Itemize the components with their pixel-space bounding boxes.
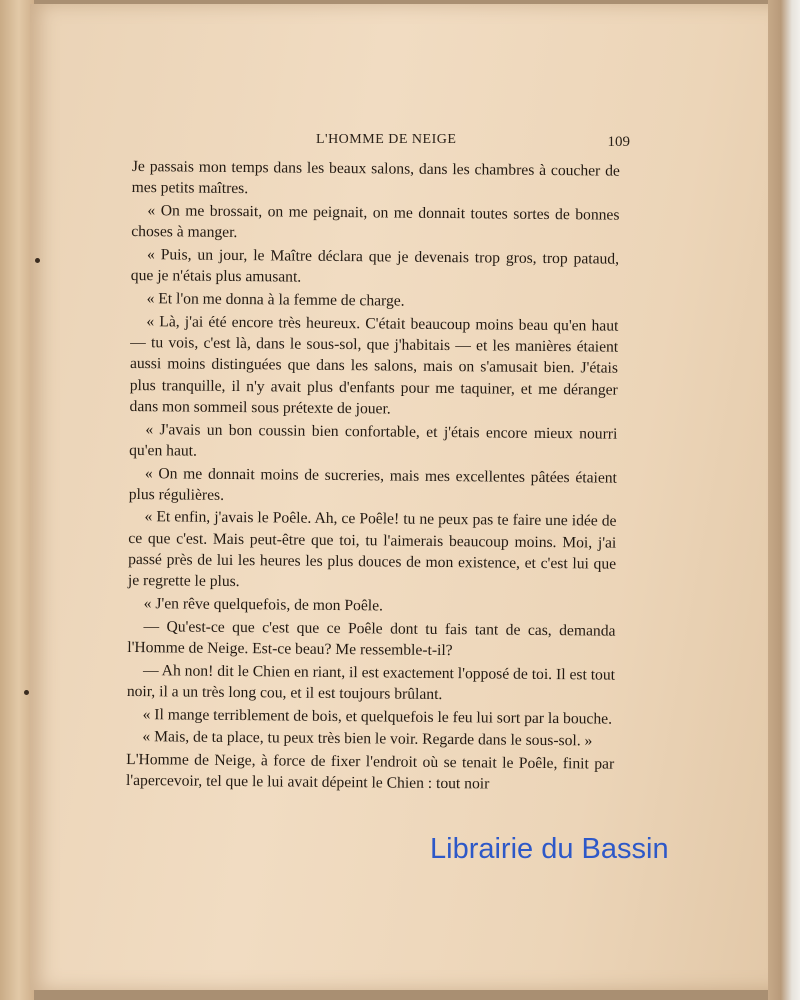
paragraph: « J'en rêve quelquefois, de mon Poêle. <box>143 595 384 615</box>
watermark: Librairie du Bassin <box>430 833 669 865</box>
paragraph: « Puis, un jour, le Maître déclara que je devenais trop gros, trop pataud, que je n'étais plus amusant. <box>130 246 620 286</box>
paragraph: « On me donnait moins de sucreries, mais mes excellentes pâtées étaient plus régulières. <box>128 464 618 504</box>
page-edges <box>768 0 800 1000</box>
paragraph: « J'avais un bon coussin bien confortable, et j'étais encore mieux nourri qu'en haut. <box>129 420 618 460</box>
body-text <box>126 156 620 798</box>
paragraph: — Qu'est-ce que c'est que ce Poêle dont tu fais tant de cas, demanda l'Homme de Neige. Est-ce beau? Me ressemble-t-il? <box>127 617 616 660</box>
paragraph: « Et enfin, j'avais le Poêle. Ah, ce Poêle! tu ne peux pas te faire une idée de ce que c'est. Mais peut-être que toi, tu l'aimerais beaucoup moins. Moi, j'ai passé près de lui les heures les plus douces de mon existence, et c'est lui que je regrette le plus. <box>127 508 617 591</box>
page-number: 109 <box>607 134 630 150</box>
paragraph: « Mais, de ta place, tu peux très bien le voir. Regarde dans le sous-sol. » <box>142 728 593 750</box>
paragraph: Je passais mon temps dans les beaux salons, dans les chambres à coucher de mes petits maîtres. <box>131 157 620 198</box>
paragraph: « Il mange terriblement de bois, et quelquefois le feu lui sort par la bouche. <box>142 705 613 728</box>
paragraph: « Là, j'ai été encore très heureux. C'était beaucoup moins beau qu'en haut — tu vois, c'est là, dans le sous-sol, que j'habitais — et les manières étaient aussi moins distinguées que dans les salons, mais on s'amusait bien. J'étais plus tranquille, il n'y avait plus d'enfants pour me taquiner, et me déranger dans mon sommeil sous prétexte de jouer. <box>129 312 619 418</box>
margin-mark <box>24 690 29 695</box>
paragraph: « On me brossait, on me peignait, on me donnait toutes sortes de bonnes choses à manger. <box>131 202 620 242</box>
running-title: L'HOMME DE NEIGE <box>316 132 457 147</box>
paragraph: « Et l'on me donna à la femme de charge. <box>146 290 405 310</box>
paragraph: — Ah non! dit le Chien en riant, il est exactement l'opposé de toi. Il est tout noir, il a un très long cou, et il est toujours brûlant. <box>126 661 616 704</box>
book-spine <box>0 0 34 1000</box>
margin-mark <box>35 258 40 263</box>
paragraph: L'Homme de Neige, à force de fixer l'endroit où se tenait le Poêle, finit par l'apercevoir, tel que le lui avait dépeint le Chien : tout noir <box>125 751 615 793</box>
